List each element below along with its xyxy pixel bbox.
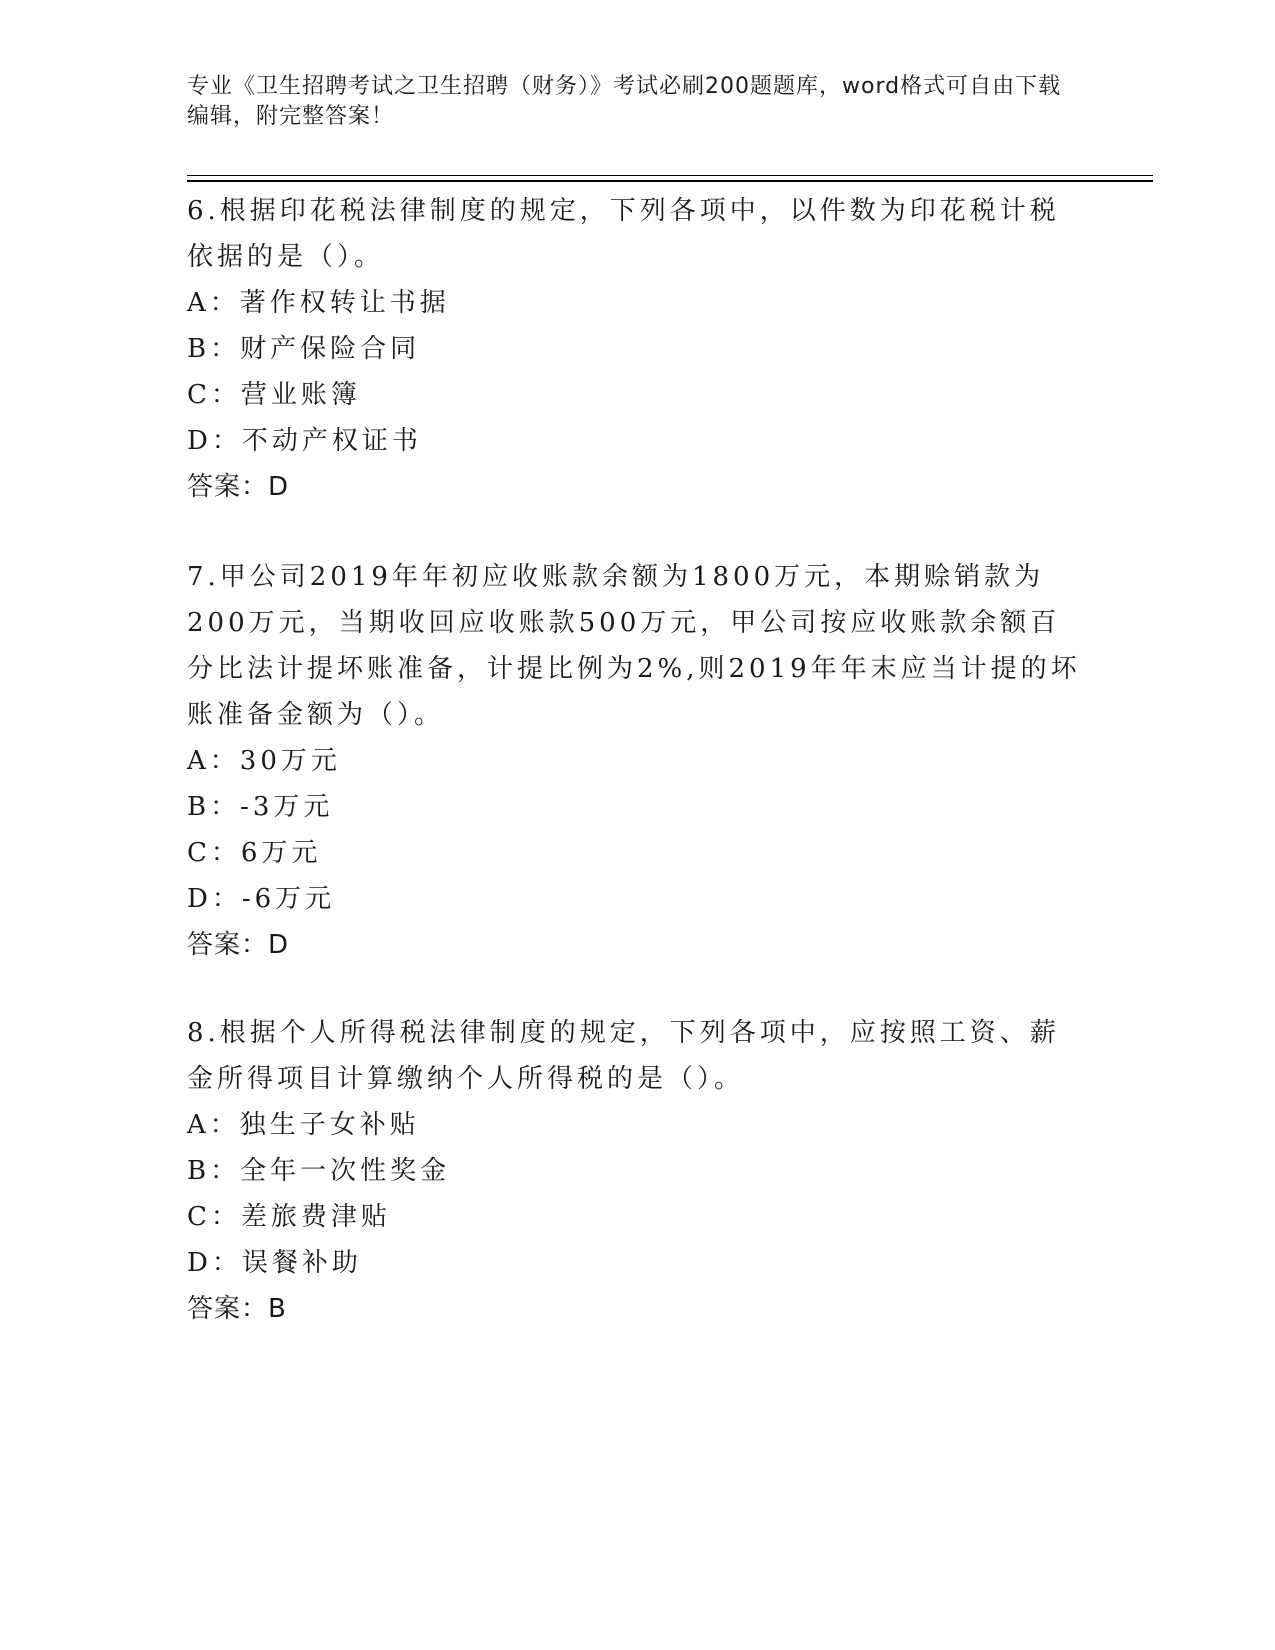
option-a: A：独生子女补贴 bbox=[187, 1110, 420, 1140]
answer-line: 答案：D bbox=[187, 930, 290, 960]
document-header: 专业《卫生招聘考试之卫生招聘（财务）》考试必刷200题题库，word格式可自由下载编辑，附完整答案！ bbox=[187, 74, 1062, 129]
question-stem: 7.甲公司2019年年初应收账款余额为1800万元，本期赊销款为200万元，当期收回应收账款500万元，甲公司按应收账款余额百分比法计提坏账准备，计提比例为2%,则2019年年末应当计提的坏账准备金额为（）。 bbox=[187, 562, 1081, 730]
option-d: D：-6万元 bbox=[187, 884, 336, 914]
option-a: A：著作权转让书据 bbox=[187, 288, 450, 318]
question-stem: 8.根据个人所得税法律制度的规定，下列各项中，应按照工资、薪金所得项目计算缴纳个人所得税的是（）。 bbox=[187, 1018, 1060, 1094]
question-6 bbox=[187, 188, 1087, 510]
option-a: A：30万元 bbox=[187, 746, 341, 776]
answer-line: 答案：D bbox=[187, 472, 290, 502]
option-b: B：-3万元 bbox=[187, 792, 334, 822]
option-c: C：6万元 bbox=[187, 838, 322, 868]
option-c: C：差旅费津贴 bbox=[187, 1202, 391, 1232]
question-8 bbox=[187, 1010, 1087, 1332]
option-b: B：全年一次性奖金 bbox=[187, 1156, 451, 1186]
option-d: D：不动产权证书 bbox=[187, 426, 422, 456]
question-stem: 6.根据印花税法律制度的规定，下列各项中，以件数为印花税计税依据的是（）。 bbox=[187, 196, 1060, 272]
question-7 bbox=[187, 554, 1087, 968]
option-b: B：财产保险合同 bbox=[187, 334, 421, 364]
option-c: C：营业账簿 bbox=[187, 380, 361, 410]
header-rule-thin bbox=[187, 175, 1153, 176]
answer-line: 答案：B bbox=[187, 1294, 287, 1324]
header-rule-thick bbox=[187, 180, 1153, 182]
option-d: D：误餐补助 bbox=[187, 1248, 362, 1278]
